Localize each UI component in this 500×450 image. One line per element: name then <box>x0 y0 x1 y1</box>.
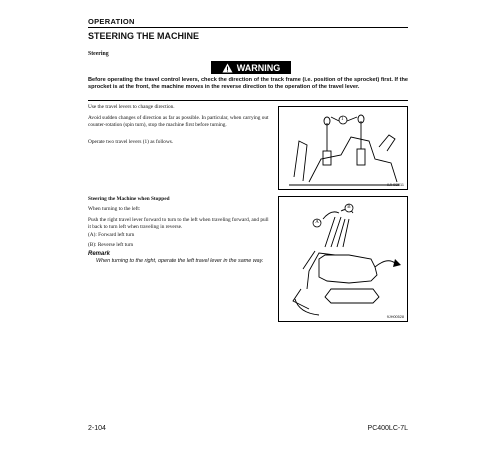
left-turn-illustration <box>279 197 407 321</box>
subheading-steering: Steering <box>88 51 109 57</box>
figure-code: 9JH02511 <box>386 183 404 187</box>
paragraph-turning-left: When turning to the left: <box>88 206 141 212</box>
model-number: PC400LC-7L <box>367 425 408 432</box>
remark-label: Remark <box>88 251 111 257</box>
warning-banner <box>211 61 291 74</box>
paragraph-use-levers: Use the travel levers to change direction. <box>88 104 175 110</box>
callout-1: 1 <box>341 116 344 122</box>
page-number: 2-104 <box>88 425 106 432</box>
heading-steering-stopped: Steering the Machine when Stopped <box>88 196 170 202</box>
figure-travel-levers <box>278 106 408 190</box>
remark-text: When turning to the right, operate the left travel lever in the same way. <box>96 258 264 264</box>
section-header: OPERATION <box>88 17 408 28</box>
figure-code: 9JH00528 <box>386 315 404 319</box>
warning-text: Before operating the travel control levers, check the direction of the track frame (i.e. position of the sprocket) first. If the sprocket is at the front, the machine moves in the reverse direction to the operation of the travel lever. <box>88 77 408 90</box>
warning-triangle-icon <box>222 63 233 73</box>
figure-left-turn <box>278 196 408 322</box>
callout-a: A <box>315 219 319 225</box>
paragraph-avoid-sudden: Avoid sudden changes of direction as far as possible. In particular, when carrying out counter-rotation (spin turn), stop the machine first before turning. <box>88 115 269 128</box>
warning-divider <box>88 100 408 101</box>
callout-b: B <box>347 204 351 210</box>
paragraph-push-lever: Push the right travel lever forward to turn to the left when traveling forward, and pull it back to turn left when traveling in reverse. <box>88 217 269 230</box>
warning-label: WARNING <box>236 62 281 73</box>
item-reverse-left: (B): Reverse left turn <box>88 242 134 248</box>
item-forward-left: (A): Forward left turn <box>88 232 135 238</box>
paragraph-operate-levers: Operate two travel levers (1) as follows. <box>88 139 174 145</box>
page-title: STEERING THE MACHINE <box>88 31 200 41</box>
